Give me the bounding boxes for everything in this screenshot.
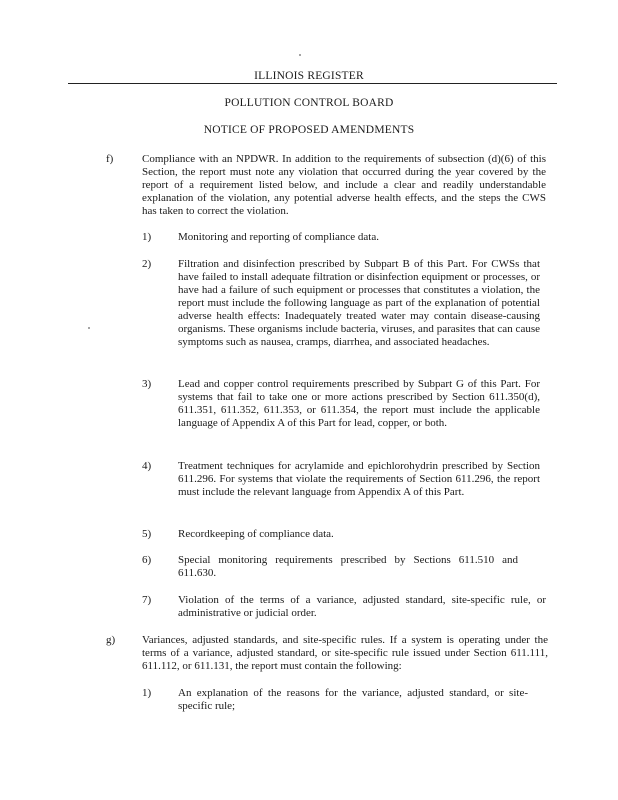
item-f1-text: Monitoring and reporting of compliance data. [178,231,379,243]
section-f-marker: f) [106,153,114,165]
scan-speck [88,327,90,329]
item-f4-text: Treatment techniques for acrylamide and epichlorohydrin prescribed by Section 611.296. For systems that violate the requirements of Section 611.296, the report must include the relevant language from Appendix A of this Part. [178,460,540,498]
section-g-text: Variances, adjusted standards, and site-specific rules. If a system is operating under the terms of a variance, adjusted standard, or site-specific rule issued under Section 611.111, 611.112, or 611.131, the report must contain the following: [142,634,548,672]
item-g1-marker: 1) [142,687,152,699]
item-f6-marker: 6) [142,554,152,566]
item-f5-text: Recordkeeping of compliance data. [178,528,334,540]
item-f6-text: Special monitoring requirements prescribed by Sections 611.510 and 611.630. [178,554,518,579]
section-g-marker: g) [106,634,116,646]
header-rule [68,83,557,84]
item-f3-text: Lead and copper control requirements prescribed by Subpart G of this Part. For systems that fail to take one or more actions prescribed by Section 611.350(d), 611.351, 611.352, 611.353, or 611.354, the report must include the applicable language of Appendix A of this Part for lead, copper, or both. [178,378,540,429]
notice-title: NOTICE OF PROPOSED AMENDMENTS [203,124,415,136]
item-f4-marker: 4) [142,460,152,472]
item-f2-text: Filtration and disinfection prescribed by Subpart B of this Part. For CWSs that have failed to install adequate filtration or disinfection equipment or processes, or have had a failure of such equipment or processes that constitutes a violation, the report must include the following language as part of the explanation of potential adverse health effects: Inadequately treated water may contain disease-causing organisms. These organisms include bacteria, viruses, and parasites that can cause symptoms such as nausea, cramps, diarrhea, and associated headaches. [178,258,540,348]
item-f5-marker: 5) [142,528,152,540]
item-f7-text: Violation of the terms of a variance, adjusted standard, site-specific rule, or administrative or judicial order. [178,594,546,619]
item-g1-text: An explanation of the reasons for the variance, adjusted standard, or site-specific rule; [178,687,528,712]
item-f7-marker: 7) [142,594,152,606]
register-title: ILLINOIS REGISTER [254,70,364,82]
board-title: POLLUTION CONTROL BOARD [224,97,394,109]
section-f-text: Compliance with an NPDWR. In addition to the requirements of subsection (d)(6) of this Section, the report must note any violation that occurred during the year covered by the report of a requirement listed below, and include a clear and readily understandable explanation of the violation, any potential adverse health effects, and the steps the CWS has taken to correct the violation. [142,153,546,217]
item-f2-marker: 2) [142,258,152,270]
scan-speck [299,54,301,56]
item-f1-marker: 1) [142,231,152,243]
item-f3-marker: 3) [142,378,152,390]
